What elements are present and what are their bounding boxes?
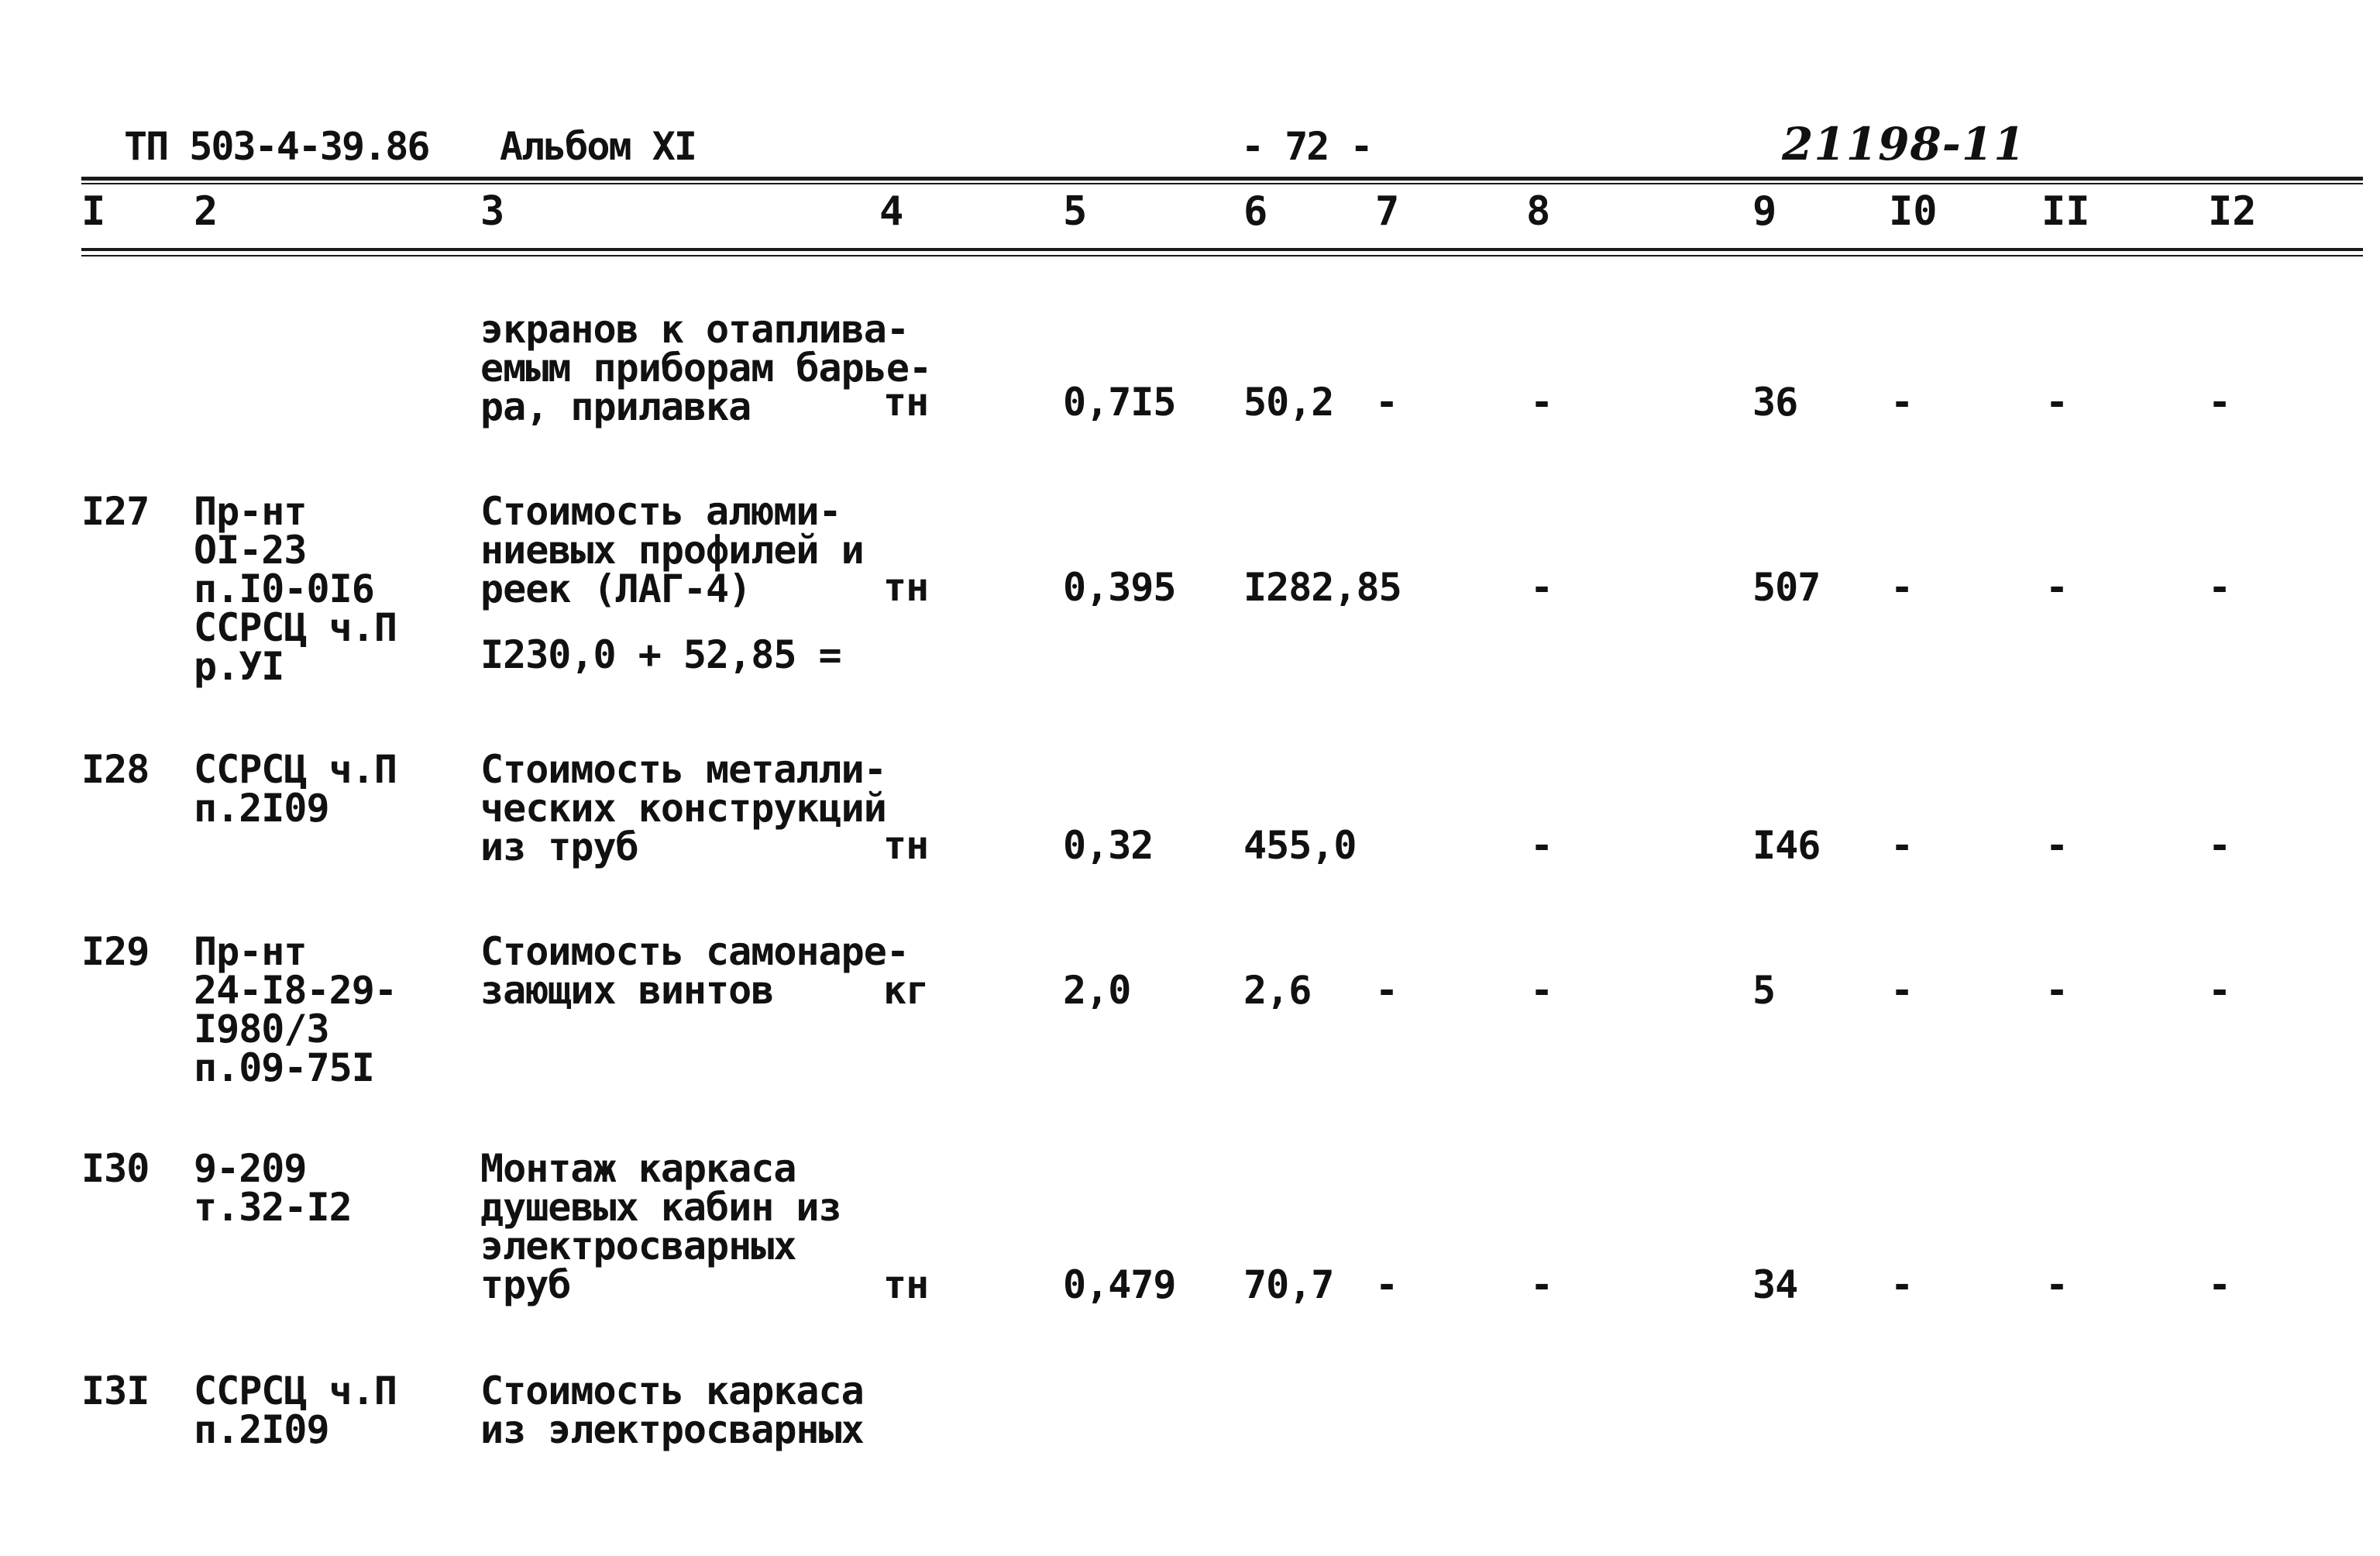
row-col7: - xyxy=(1375,380,1398,425)
row-col8: - xyxy=(1530,565,1553,610)
row-formula: I230,0 + 52,85 = xyxy=(480,632,841,677)
row-unit: тн xyxy=(883,1262,929,1307)
col-number-3: 3 xyxy=(480,188,505,235)
row-number: I27 xyxy=(81,489,150,534)
col-number-12: I2 xyxy=(2208,188,2257,235)
row-col11: - xyxy=(2045,1262,2069,1307)
row-number: I3I xyxy=(81,1368,150,1413)
row-col7: - xyxy=(1375,968,1398,1013)
row-col11: - xyxy=(2045,823,2069,868)
row-col10: - xyxy=(1890,565,1914,610)
col-number-11: II xyxy=(2041,188,2090,235)
row-col10: - xyxy=(1890,823,1914,868)
row-col9: 34 xyxy=(1752,1262,1798,1307)
row-unit: тн xyxy=(883,380,929,425)
header-bottom-rule xyxy=(81,248,2363,251)
col-number-5: 5 xyxy=(1063,188,1088,235)
col-number-9: 9 xyxy=(1752,188,1777,235)
row-description: Стоимость каркаса из электросварных xyxy=(480,1368,864,1452)
row-unit: кг xyxy=(883,968,929,1013)
row-col12: - xyxy=(2208,968,2231,1013)
row-col10: - xyxy=(1890,380,1914,425)
col-number-7: 7 xyxy=(1375,188,1400,235)
row-number: I28 xyxy=(81,747,150,792)
row-col9: 5 xyxy=(1752,968,1776,1013)
col-number-8: 8 xyxy=(1526,188,1551,235)
row-col9: 507 xyxy=(1752,565,1821,610)
header-bottom-rule-thin xyxy=(81,255,2363,256)
row-col12: - xyxy=(2208,565,2231,610)
row-col8: - xyxy=(1530,968,1553,1013)
row-col8: - xyxy=(1530,380,1553,425)
row-col5: 0,32 xyxy=(1063,823,1154,868)
header-top-rule-thin xyxy=(81,183,2363,184)
row-col6: 2,6 xyxy=(1243,968,1312,1013)
row-description: Монтаж каркаса душевых кабин из электросварных труб xyxy=(480,1146,841,1307)
page-number: - 72 - xyxy=(1241,124,1372,169)
album-label: Альбом XI xyxy=(500,124,696,169)
row-number: I30 xyxy=(81,1146,150,1191)
row-col6: 70,7 xyxy=(1243,1262,1334,1307)
doc-code: ТП 503-4-39.86 xyxy=(124,124,429,169)
row-col11: - xyxy=(2045,565,2069,610)
row-col9: 36 xyxy=(1752,380,1798,425)
col-number-6: 6 xyxy=(1243,188,1268,235)
col-number-10: I0 xyxy=(1889,188,1938,235)
row-description: Стоимость металли- ческих конструкций из труб xyxy=(480,747,886,869)
row-reference: Пр-нт 24-I8-29- I980/3 п.09-75I xyxy=(194,929,397,1090)
row-col5: 0,479 xyxy=(1063,1262,1176,1307)
row-col6: I282,85 xyxy=(1243,565,1402,610)
row-col6: 50,2 xyxy=(1243,380,1334,425)
row-col12: - xyxy=(2208,1262,2231,1307)
row-col11: - xyxy=(2045,380,2069,425)
row-col6: 455,0 xyxy=(1243,823,1357,868)
row-number: I29 xyxy=(81,929,150,974)
row-col12: - xyxy=(2208,823,2231,868)
col-number-2: 2 xyxy=(194,188,218,235)
row-col8: - xyxy=(1530,823,1553,868)
row-col12: - xyxy=(2208,380,2231,425)
inventory-number: 21198-11 xyxy=(1782,118,2026,170)
row-reference: Пр-нт ОI-23 п.I0-0I6 ССРСЦ ч.П р.УI xyxy=(194,489,397,689)
row-reference: 9-209 т.32-I2 xyxy=(194,1146,352,1230)
row-unit: тн xyxy=(883,565,929,610)
row-col9: I46 xyxy=(1752,823,1821,868)
row-unit: тн xyxy=(883,823,929,868)
row-description: Стоимость алюми- ниевых профилей и реек (ЛАГ-4) xyxy=(480,489,864,611)
row-col11: - xyxy=(2045,968,2069,1013)
row-col5: 0,395 xyxy=(1063,565,1176,610)
row-col5: 0,7I5 xyxy=(1063,380,1176,425)
row-reference: ССРСЦ ч.П п.2I09 xyxy=(194,1368,397,1452)
row-description: Стоимость самонаре- зающих винтов xyxy=(480,929,909,1013)
row-col8: - xyxy=(1530,1262,1553,1307)
row-col10: - xyxy=(1890,968,1914,1013)
col-number-1: I xyxy=(81,188,106,235)
row-col5: 2,0 xyxy=(1063,968,1131,1013)
row-col10: - xyxy=(1890,1262,1914,1307)
row-col7: - xyxy=(1375,1262,1398,1307)
header-top-rule xyxy=(81,177,2363,181)
col-number-4: 4 xyxy=(879,188,904,235)
row-reference: ССРСЦ ч.П п.2I09 xyxy=(194,747,397,831)
row-description: экранов к отаплива- емым приборам барье- ра, прилавка xyxy=(480,307,932,429)
